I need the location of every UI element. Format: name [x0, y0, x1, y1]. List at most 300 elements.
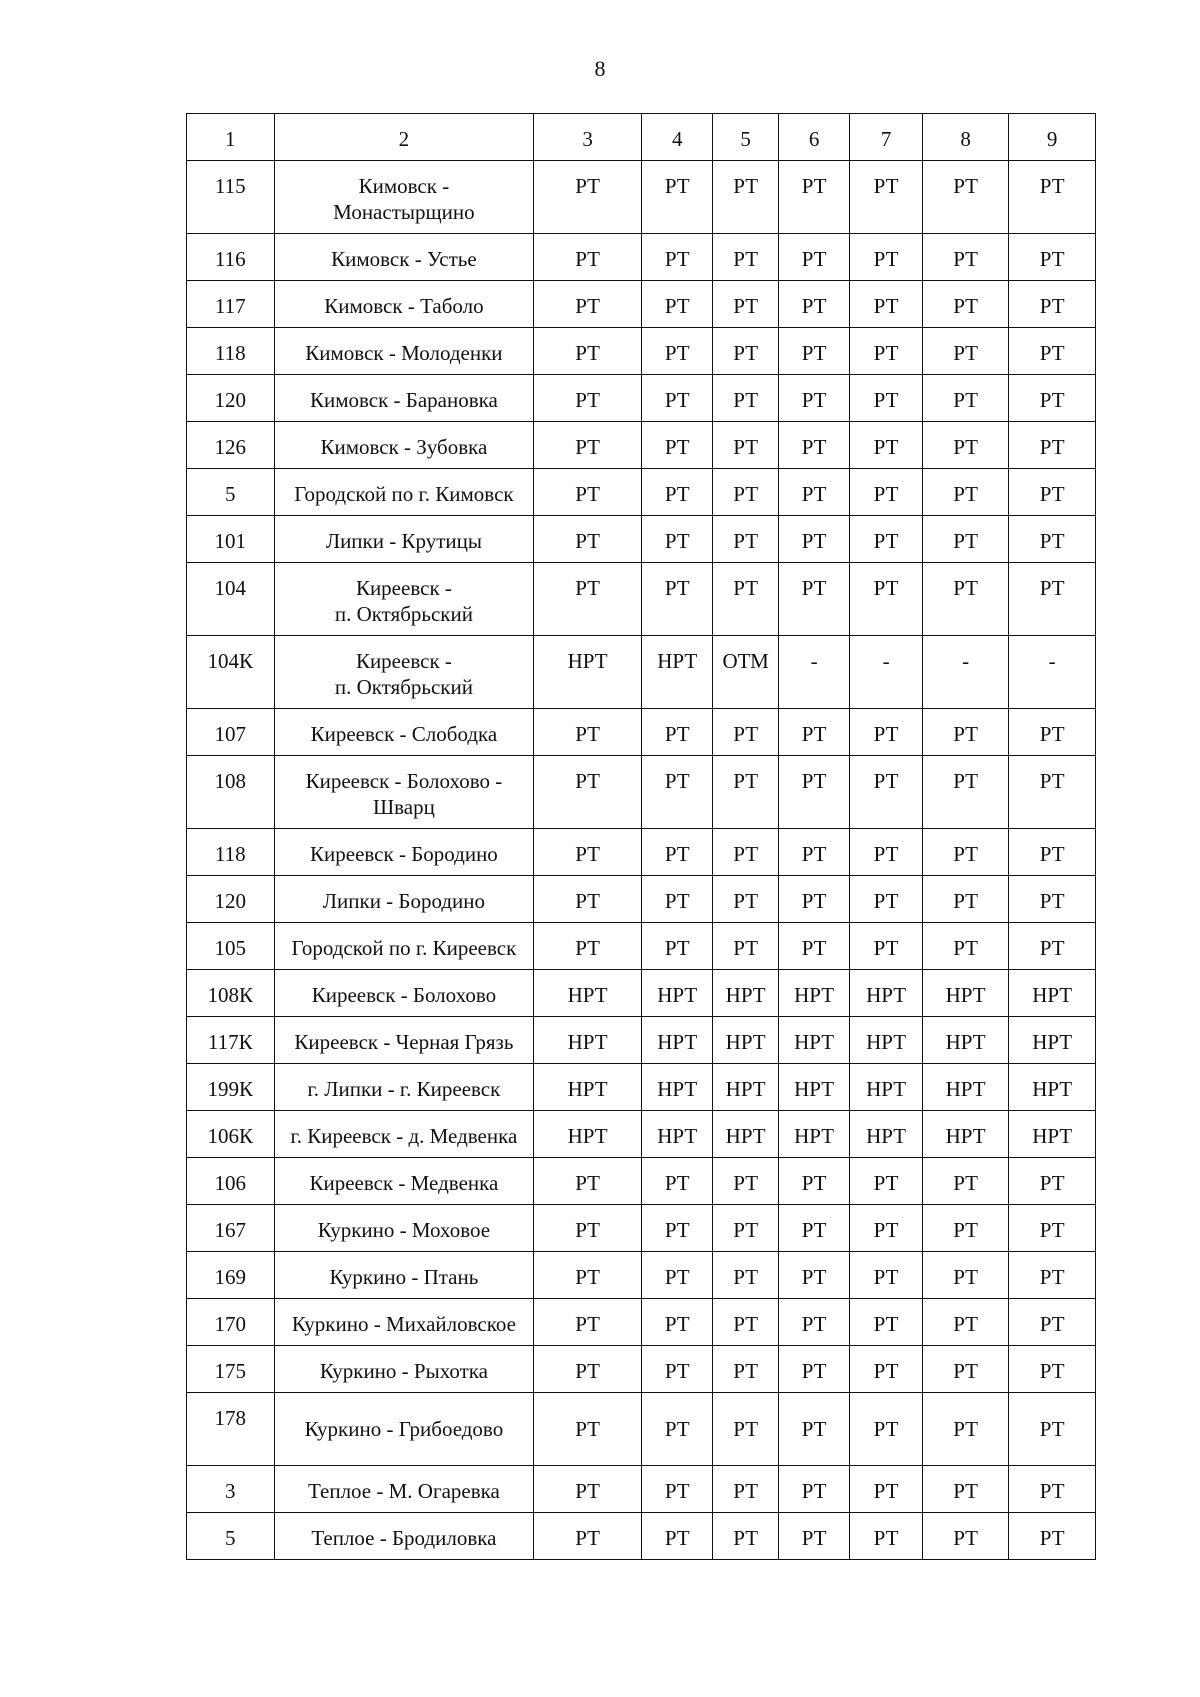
table-row — [187, 923, 1096, 970]
status-cell: РТ — [534, 1393, 642, 1466]
status-cell: РТ — [534, 422, 642, 469]
status-cell: РТ — [1009, 1513, 1096, 1560]
table-row — [187, 829, 1096, 876]
table-row — [187, 516, 1096, 563]
route-name-cell — [274, 1158, 534, 1205]
route-name-line: Теплое - Бродиловка — [311, 1526, 497, 1550]
status-cell: РТ — [713, 923, 778, 970]
route-name-line: Кимовск - Молоденки — [305, 341, 503, 365]
status-cell: РТ — [534, 709, 642, 756]
status-cell: РТ — [713, 469, 778, 516]
status-cell: НРТ — [922, 1064, 1009, 1111]
status-cell: НРТ — [850, 970, 922, 1017]
status-cell: РТ — [778, 923, 849, 970]
status-cell: РТ — [1009, 375, 1096, 422]
status-cell: РТ — [534, 1252, 642, 1299]
status-cell: НРТ — [534, 1064, 642, 1111]
route-number-cell: 126 — [187, 422, 275, 469]
status-cell: РТ — [713, 1466, 778, 1513]
route-number-cell: 175 — [187, 1346, 275, 1393]
status-cell: РТ — [534, 876, 642, 923]
table-row — [187, 422, 1096, 469]
table-row — [187, 281, 1096, 328]
status-cell: РТ — [641, 1466, 712, 1513]
route-name-line: Липки - Крутицы — [325, 529, 482, 553]
table-row — [187, 563, 1096, 636]
status-cell: НРТ — [641, 1111, 712, 1158]
status-cell: РТ — [713, 328, 778, 375]
header-cell: 8 — [922, 114, 1009, 161]
table-row — [187, 709, 1096, 756]
table-row — [187, 1064, 1096, 1111]
table-row — [187, 1466, 1096, 1513]
table-row — [187, 469, 1096, 516]
status-cell: РТ — [641, 234, 712, 281]
status-cell: НРТ — [534, 970, 642, 1017]
header-cell: 1 — [187, 114, 275, 161]
status-cell: РТ — [1009, 516, 1096, 563]
status-cell: НРТ — [1009, 970, 1096, 1017]
route-number-cell: 169 — [187, 1252, 275, 1299]
route-name-cell — [274, 375, 534, 422]
status-cell: РТ — [922, 1205, 1009, 1252]
status-cell: РТ — [534, 281, 642, 328]
status-cell: РТ — [778, 756, 849, 829]
status-cell: РТ — [922, 876, 1009, 923]
table-body — [187, 161, 1096, 1560]
route-name-line: Теплое - М. Огаревка — [307, 1479, 500, 1503]
status-cell: НРТ — [713, 1064, 778, 1111]
route-name-cell — [274, 1205, 534, 1252]
route-name-cell — [274, 923, 534, 970]
status-cell: РТ — [922, 1299, 1009, 1346]
status-cell: НРТ — [534, 1017, 642, 1064]
status-cell: РТ — [922, 281, 1009, 328]
status-cell: РТ — [534, 469, 642, 516]
status-cell: РТ — [778, 161, 849, 234]
status-cell: РТ — [1009, 923, 1096, 970]
status-cell: РТ — [922, 469, 1009, 516]
status-cell: РТ — [1009, 709, 1096, 756]
status-cell: РТ — [778, 1513, 849, 1560]
status-cell: НРТ — [778, 1064, 849, 1111]
status-cell: РТ — [1009, 281, 1096, 328]
status-cell: РТ — [713, 1513, 778, 1560]
route-name-cell — [274, 1466, 534, 1513]
status-cell: РТ — [713, 281, 778, 328]
route-number-cell: 108 — [187, 756, 275, 829]
table-row — [187, 1205, 1096, 1252]
status-cell: РТ — [778, 234, 849, 281]
status-cell: РТ — [1009, 1466, 1096, 1513]
status-cell: РТ — [641, 161, 712, 234]
route-name-cell — [274, 829, 534, 876]
status-cell: РТ — [850, 328, 922, 375]
route-number-cell: 104 — [187, 563, 275, 636]
route-number-cell: 106 — [187, 1158, 275, 1205]
status-cell: РТ — [1009, 1393, 1096, 1466]
header-cell: 5 — [713, 114, 778, 161]
route-name-cell — [274, 1064, 534, 1111]
table-row — [187, 1111, 1096, 1158]
status-cell: РТ — [534, 328, 642, 375]
status-cell: РТ — [713, 234, 778, 281]
table-row — [187, 876, 1096, 923]
status-cell: РТ — [778, 876, 849, 923]
status-cell: РТ — [922, 375, 1009, 422]
status-cell: РТ — [534, 923, 642, 970]
status-cell: РТ — [641, 829, 712, 876]
status-cell: РТ — [850, 469, 922, 516]
status-cell: РТ — [778, 1466, 849, 1513]
status-cell: РТ — [713, 1158, 778, 1205]
status-cell: РТ — [641, 1393, 712, 1466]
status-cell: РТ — [850, 709, 922, 756]
table-row — [187, 328, 1096, 375]
route-name-line: Киреевск - — [355, 649, 452, 673]
status-cell: РТ — [534, 1158, 642, 1205]
status-cell: РТ — [778, 1299, 849, 1346]
status-cell: НРТ — [850, 1017, 922, 1064]
route-number-cell: 178 — [187, 1393, 275, 1466]
status-cell: РТ — [713, 422, 778, 469]
route-name-cell — [274, 1299, 534, 1346]
status-cell: РТ — [713, 876, 778, 923]
status-cell: РТ — [922, 1158, 1009, 1205]
route-number-cell: 5 — [187, 469, 275, 516]
status-cell: РТ — [641, 923, 712, 970]
status-cell: НРТ — [778, 1111, 849, 1158]
status-cell: РТ — [713, 709, 778, 756]
status-cell: - — [922, 636, 1009, 709]
header-cell: 9 — [1009, 114, 1096, 161]
status-cell: НРТ — [641, 1064, 712, 1111]
status-cell: НРТ — [778, 1017, 849, 1064]
status-cell: РТ — [778, 469, 849, 516]
route-name-line: п. Октябрьский — [334, 602, 473, 626]
status-cell: РТ — [534, 234, 642, 281]
table-row — [187, 636, 1096, 709]
status-cell: РТ — [850, 1158, 922, 1205]
status-cell: РТ — [922, 161, 1009, 234]
status-cell: РТ — [534, 563, 642, 636]
status-cell: РТ — [778, 709, 849, 756]
table-header-row — [187, 114, 1096, 161]
route-number-cell: 5 — [187, 1513, 275, 1560]
status-cell: РТ — [778, 1205, 849, 1252]
header-cell: 3 — [534, 114, 642, 161]
status-cell: РТ — [713, 1346, 778, 1393]
route-name-line: Киреевск - Болохово — [311, 983, 497, 1007]
route-name-line: Киреевск - Слободка — [310, 722, 498, 746]
route-number-cell: 105 — [187, 923, 275, 970]
route-name-line: Городской по г. Киреевск — [291, 936, 517, 960]
status-cell: РТ — [778, 1346, 849, 1393]
header-cell: 6 — [778, 114, 849, 161]
page-number: 8 — [594, 56, 606, 81]
route-name-line: Киреевск - Черная Грязь — [294, 1030, 514, 1054]
status-cell: РТ — [850, 923, 922, 970]
status-cell: РТ — [534, 1466, 642, 1513]
table-row — [187, 1158, 1096, 1205]
status-cell: РТ — [922, 516, 1009, 563]
header-cell: 4 — [641, 114, 712, 161]
status-cell: НРТ — [1009, 1111, 1096, 1158]
status-cell: РТ — [713, 1205, 778, 1252]
status-cell: РТ — [641, 375, 712, 422]
route-number-cell: 118 — [187, 829, 275, 876]
status-cell: НРТ — [713, 1017, 778, 1064]
route-name-line: Кимовск - — [358, 174, 450, 198]
status-cell: РТ — [1009, 161, 1096, 234]
status-cell: РТ — [641, 281, 712, 328]
route-name-line: Куркино - Грибоедово — [304, 1417, 504, 1441]
table-row — [187, 234, 1096, 281]
status-cell: РТ — [922, 1393, 1009, 1466]
status-cell: РТ — [850, 161, 922, 234]
status-cell: РТ — [922, 829, 1009, 876]
status-cell: РТ — [922, 1513, 1009, 1560]
route-name-cell — [274, 469, 534, 516]
status-cell: РТ — [713, 1252, 778, 1299]
status-cell: РТ — [850, 422, 922, 469]
table-row — [187, 756, 1096, 829]
status-cell: РТ — [922, 234, 1009, 281]
status-cell: НРТ — [713, 1111, 778, 1158]
status-cell: РТ — [534, 375, 642, 422]
status-cell: РТ — [778, 422, 849, 469]
status-cell: РТ — [534, 1346, 642, 1393]
route-name-cell — [274, 1111, 534, 1158]
status-cell: РТ — [850, 829, 922, 876]
route-name-cell — [274, 422, 534, 469]
status-cell: НРТ — [641, 636, 712, 709]
table-row — [187, 1513, 1096, 1560]
route-name-line: Кимовск - Устье — [331, 247, 477, 271]
route-number-cell: 199К — [187, 1064, 275, 1111]
status-cell: РТ — [778, 829, 849, 876]
status-cell: НРТ — [1009, 1017, 1096, 1064]
table-row — [187, 1017, 1096, 1064]
route-number-cell: 170 — [187, 1299, 275, 1346]
status-cell: РТ — [713, 161, 778, 234]
status-cell: РТ — [922, 1252, 1009, 1299]
route-number-cell: 101 — [187, 516, 275, 563]
route-name-line: Кимовск - Барановка — [309, 388, 498, 412]
route-number-cell: 108К — [187, 970, 275, 1017]
status-cell: РТ — [850, 1252, 922, 1299]
route-number-cell: 115 — [187, 161, 275, 234]
status-cell: НРТ — [922, 1111, 1009, 1158]
status-cell: РТ — [850, 1466, 922, 1513]
status-cell: РТ — [641, 1158, 712, 1205]
status-cell: РТ — [713, 1299, 778, 1346]
status-cell: РТ — [1009, 1252, 1096, 1299]
route-number-cell: 106К — [187, 1111, 275, 1158]
status-cell: РТ — [1009, 422, 1096, 469]
status-cell: РТ — [1009, 1205, 1096, 1252]
table-row — [187, 1393, 1096, 1466]
status-cell: НРТ — [713, 970, 778, 1017]
status-cell: РТ — [922, 422, 1009, 469]
route-name-line: Киреевск - Бородино — [310, 842, 498, 866]
route-name-line: Кимовск - Зубовка — [320, 435, 488, 459]
status-cell: РТ — [641, 1205, 712, 1252]
status-cell: РТ — [1009, 876, 1096, 923]
route-number-cell: 117К — [187, 1017, 275, 1064]
status-cell: РТ — [713, 756, 778, 829]
status-cell: РТ — [1009, 328, 1096, 375]
status-cell: РТ — [778, 375, 849, 422]
status-cell: РТ — [922, 1466, 1009, 1513]
status-cell: РТ — [1009, 1346, 1096, 1393]
route-name-line: Куркино - Птань — [329, 1265, 479, 1289]
status-cell: РТ — [641, 469, 712, 516]
route-name-cell — [274, 328, 534, 375]
status-cell: РТ — [641, 563, 712, 636]
route-name-cell — [274, 234, 534, 281]
route-number-cell: 120 — [187, 876, 275, 923]
table-row — [187, 1346, 1096, 1393]
route-name-cell — [274, 281, 534, 328]
status-cell: РТ — [778, 516, 849, 563]
status-cell: НРТ — [641, 1017, 712, 1064]
status-cell: РТ — [534, 516, 642, 563]
status-cell: РТ — [641, 422, 712, 469]
status-cell: РТ — [778, 563, 849, 636]
status-cell: РТ — [1009, 756, 1096, 829]
route-name-cell — [274, 636, 534, 709]
status-cell: РТ — [1009, 563, 1096, 636]
status-cell: НРТ — [850, 1111, 922, 1158]
route-name-line: Монастырщино — [333, 200, 475, 224]
status-cell: РТ — [641, 1346, 712, 1393]
status-cell: РТ — [850, 375, 922, 422]
status-cell: ОТМ — [713, 636, 778, 709]
route-number-cell: 104К — [187, 636, 275, 709]
status-cell: РТ — [713, 1393, 778, 1466]
status-cell: РТ — [778, 1393, 849, 1466]
status-cell: РТ — [534, 829, 642, 876]
header-cell: 2 — [274, 114, 534, 161]
status-cell: РТ — [922, 328, 1009, 375]
status-cell: РТ — [713, 563, 778, 636]
status-cell: РТ — [850, 756, 922, 829]
status-cell: РТ — [850, 281, 922, 328]
status-cell: РТ — [534, 1299, 642, 1346]
status-cell: НРТ — [778, 970, 849, 1017]
route-number-cell: 116 — [187, 234, 275, 281]
routes-table — [186, 113, 1096, 1560]
route-name-cell — [274, 1346, 534, 1393]
route-name-line: Киреевск - — [355, 576, 452, 600]
route-name-cell — [274, 876, 534, 923]
status-cell: НРТ — [534, 636, 642, 709]
status-cell: РТ — [713, 375, 778, 422]
status-cell: РТ — [1009, 469, 1096, 516]
status-cell: РТ — [534, 756, 642, 829]
status-cell: НРТ — [850, 1064, 922, 1111]
status-cell: РТ — [850, 1205, 922, 1252]
route-name-line: Куркино - Моховое — [317, 1218, 491, 1242]
status-cell: РТ — [850, 1513, 922, 1560]
status-cell: РТ — [534, 1205, 642, 1252]
status-cell: РТ — [922, 756, 1009, 829]
status-cell: - — [1009, 636, 1096, 709]
table-row — [187, 1252, 1096, 1299]
status-cell: РТ — [713, 829, 778, 876]
route-name-cell — [274, 1393, 534, 1466]
status-cell: РТ — [850, 234, 922, 281]
route-name-cell — [274, 1017, 534, 1064]
status-cell: РТ — [850, 1299, 922, 1346]
route-name-line: Шварц — [372, 795, 435, 819]
status-cell: РТ — [1009, 1158, 1096, 1205]
route-name-cell — [274, 709, 534, 756]
status-cell: РТ — [534, 161, 642, 234]
route-name-cell — [274, 756, 534, 829]
route-name-line: Киреевск - Медвенка — [309, 1171, 499, 1195]
route-name-line: г. Киреевск - д. Медвенка — [290, 1124, 518, 1148]
route-number-cell: 117 — [187, 281, 275, 328]
status-cell: РТ — [778, 328, 849, 375]
route-number-cell: 3 — [187, 1466, 275, 1513]
status-cell: РТ — [778, 1252, 849, 1299]
route-number-cell: 118 — [187, 328, 275, 375]
route-number-cell: 120 — [187, 375, 275, 422]
status-cell: РТ — [641, 1252, 712, 1299]
status-cell: РТ — [641, 1299, 712, 1346]
status-cell: РТ — [641, 709, 712, 756]
route-name-line: Городской по г. Кимовск — [294, 482, 514, 506]
status-cell: РТ — [1009, 829, 1096, 876]
status-cell: НРТ — [922, 970, 1009, 1017]
table-row — [187, 161, 1096, 234]
route-number-cell: 167 — [187, 1205, 275, 1252]
status-cell: РТ — [850, 1393, 922, 1466]
status-cell: РТ — [850, 876, 922, 923]
status-cell: НРТ — [641, 970, 712, 1017]
route-name-cell — [274, 516, 534, 563]
status-cell: НРТ — [922, 1017, 1009, 1064]
status-cell: - — [778, 636, 849, 709]
status-cell: РТ — [922, 1346, 1009, 1393]
route-name-line: Киреевск - Болохово - — [305, 769, 503, 793]
status-cell: - — [850, 636, 922, 709]
status-cell: РТ — [1009, 1299, 1096, 1346]
route-name-line: Куркино - Рыхотка — [319, 1359, 489, 1383]
route-name-line: Кимовск - Таболо — [324, 294, 484, 318]
status-cell: РТ — [641, 516, 712, 563]
status-cell: РТ — [534, 1513, 642, 1560]
status-cell: РТ — [850, 1346, 922, 1393]
status-cell: РТ — [922, 923, 1009, 970]
status-cell: РТ — [1009, 234, 1096, 281]
status-cell: РТ — [641, 756, 712, 829]
route-name-line: Куркино - Михайловское — [291, 1312, 516, 1336]
route-number-cell: 107 — [187, 709, 275, 756]
route-name-cell — [274, 563, 534, 636]
route-name-line: г. Липки - г. Киреевск — [307, 1077, 501, 1101]
status-cell: РТ — [641, 328, 712, 375]
status-cell: РТ — [778, 1158, 849, 1205]
status-cell: РТ — [641, 1513, 712, 1560]
status-cell: РТ — [641, 876, 712, 923]
route-name-line: Липки - Бородино — [322, 889, 486, 913]
table-row — [187, 1299, 1096, 1346]
table-row — [187, 375, 1096, 422]
route-name-cell — [274, 1513, 534, 1560]
